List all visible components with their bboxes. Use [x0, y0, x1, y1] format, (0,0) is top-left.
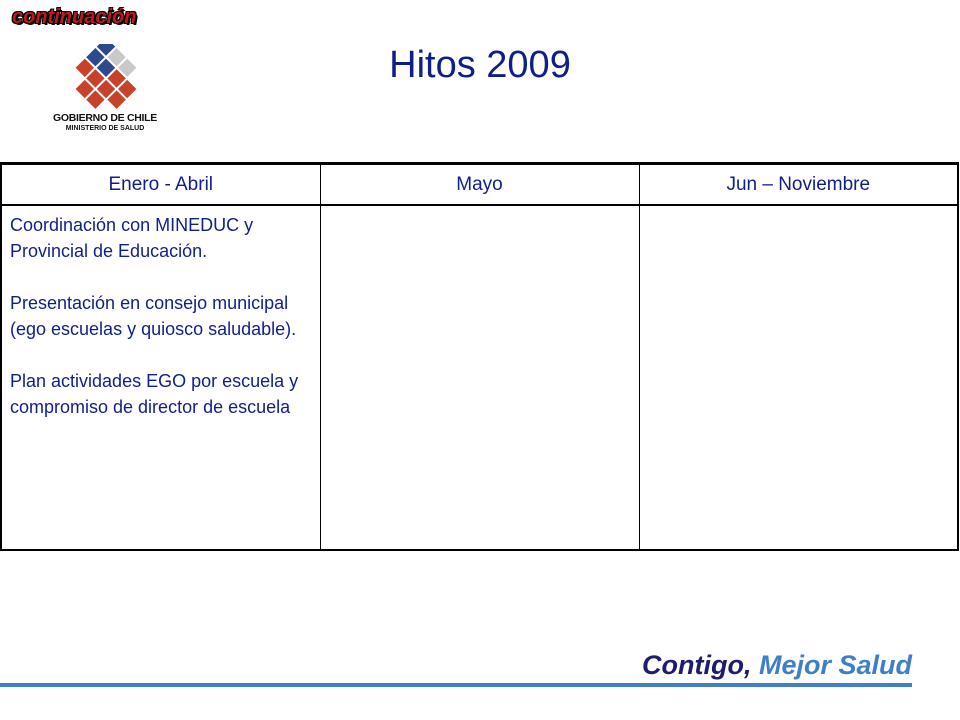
column-header-mayo: Mayo — [320, 164, 639, 206]
cell-enero-abril — [1, 205, 320, 550]
table-row — [1, 205, 958, 550]
footer-slogan — [642, 650, 912, 681]
column-header-enero-abril: Enero - Abril — [1, 164, 320, 206]
cell-jun-noviembre — [639, 205, 958, 550]
page-title: Hitos 2009 — [389, 44, 571, 86]
milestone-item: Coordinación con MINEDUC y Provincial de Educación. — [10, 215, 254, 261]
logo-line1: GOBIERNO DE CHILE — [53, 112, 157, 124]
milestone-item: Plan actividades EGO por escuela y compromiso de director de escuela — [10, 371, 299, 417]
milestone-item: Presentación en consejo municipal (ego escuelas y quiosco saludable). — [10, 293, 297, 339]
logo-line2: MINISTERIO DE SALUD — [65, 125, 145, 132]
slogan-part1: Contigo, — [641, 650, 752, 680]
milestones-table — [0, 162, 959, 551]
slogan-part2: Mejor Salud — [758, 650, 912, 680]
column-header-jun-noviembre: Jun – Noviembre — [639, 164, 958, 206]
footer-divider — [0, 683, 912, 687]
table-header-row — [1, 164, 958, 206]
continuation-label: continuación — [12, 6, 137, 28]
cell-mayo — [320, 205, 639, 550]
